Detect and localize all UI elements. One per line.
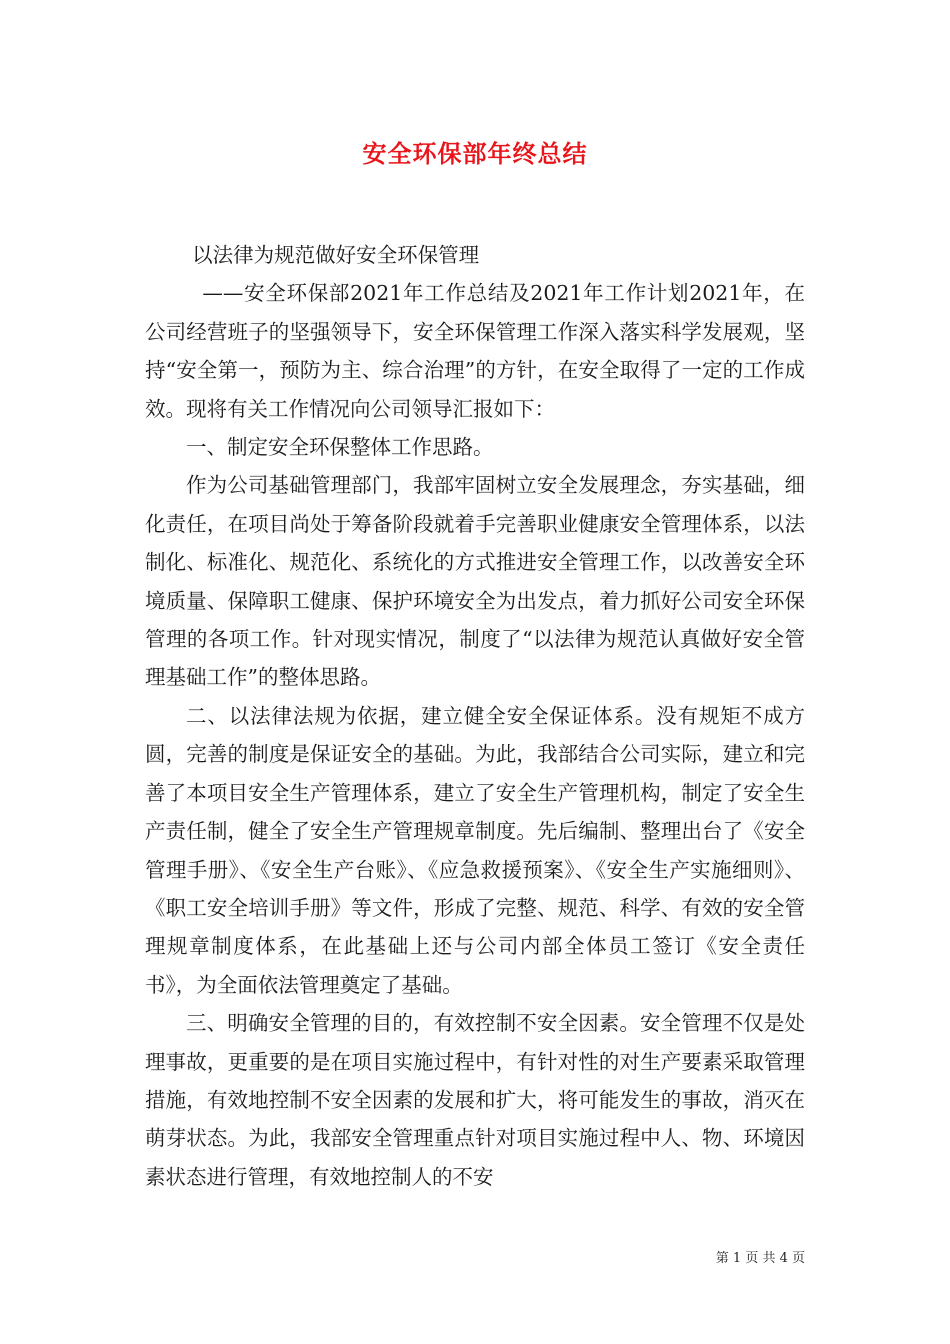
document-title: 安全环保部年终总结 [362,140,588,168]
paragraph-section-1-body: 作为公司基础管理部门，我部牢固树立安全发展理念，夯实基础，细化责任，在项目尚处于筹备阶段就着手完善职业健康安全管理体系，以法制化、标准化、规范化、系统化的方式推进安全管理工作，以改善安全环境质量、保障职工健康、保护环境安全为出发点，着力抓好公司安全环保管理的各项工作。针对现实情况，制度了“以法律为规范认真做好安全管理基础工作”的整体思路。 [145,473,805,690]
paragraph-subtitle: 以法律为规范做好安全环保管理 [192,243,480,267]
paragraph-section-2: 二、以法律法规为依据，建立健全安全保证体系。没有规矩不成方圆，完善的制度是保证安全的基础。为此，我部结合公司实际，建立和完善了本项目安全生产管理体系，建立了安全生产管理机构，制定了安全生产责任制，健全了安全生产管理规章制度。先后编制、整理出台了《安全管理手册》、《安全生产台账》、《应急救援预案》、《安全生产实施细则》、《职工安全培训手册》等文件，形成了完整、规范、科学、有效的安全管理规章制度体系，在此基础上还与公司内部全体员工签订《安全责任书》，为全面依法管理奠定了基础。 [145,703,805,997]
paragraph-section-1-heading: 一、制定安全环保整体工作思路。 [186,435,494,460]
paragraph-intro: ——安全环保部2021年工作总结及2021年工作计划2021年，在公司经营班子的坚强领导下，安全环保管理工作深入落实科学发展观，坚持“安全第一，预防为主、综合治理”的方针，在安全取得了一定的工作成效。现将有关工作情况向公司领导汇报如下： [145,281,805,421]
paragraph-section-3: 三、明确安全管理的目的，有效控制不安全因素。安全管理不仅是处理事故，更重要的是在项目实施过程中，有针对性的对生产要素采取管理措施，有效地控制不安全因素的发展和扩大，将可能发生的事故，消灭在萌芽状态。为此，我部安全管理重点针对项目实施过程中人、物、环境因素状态进行管理，有效地控制人的不安 [145,1011,805,1189]
document-body [145,236,805,1196]
page-number-footer: 第 1 页 共 4 页 [715,1251,805,1266]
